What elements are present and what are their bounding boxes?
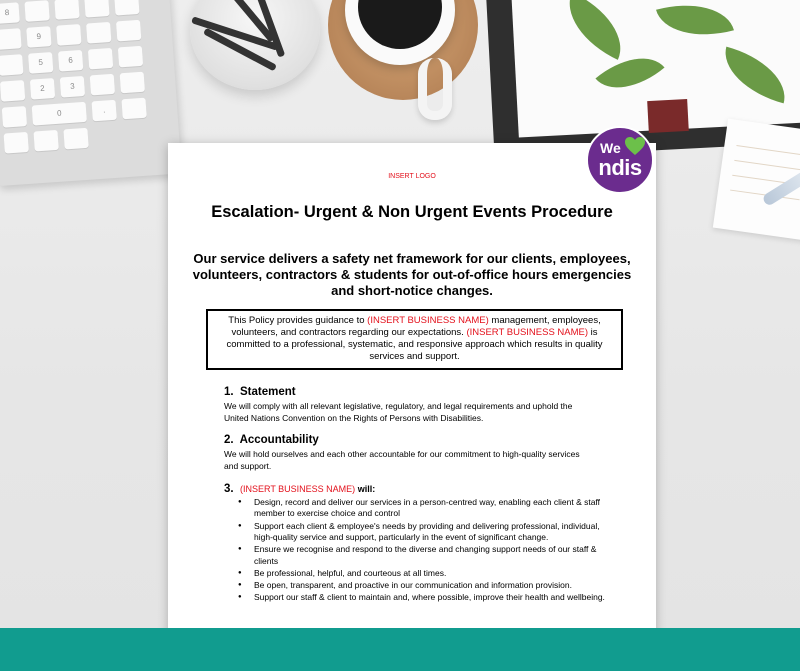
policy-text: is committed to a professional, systematic, and responsive approach which results in quality services and support.	[226, 327, 603, 362]
keyboard-key: 2	[30, 78, 55, 100]
document-page	[168, 143, 656, 643]
list-item: ● Be open, transparent, and proactive in our communication and information provision.	[238, 580, 608, 591]
mug-handle-decoration	[418, 58, 452, 120]
section-number: 3.	[224, 483, 234, 495]
keyboard-key	[88, 48, 113, 70]
keyboard-key	[84, 0, 109, 18]
keyboard-key	[54, 0, 79, 20]
keyboard-key: 6	[58, 50, 83, 72]
keyboard-key	[114, 0, 139, 16]
policy-text: This Policy provides guidance to	[228, 315, 368, 326]
section-text-statement: We will comply with all relevant legislative, regulatory, and legal requirements and uphold the United Nations Convention on the Rights of Persons with Disabilities.	[224, 401, 573, 423]
keyboard-key	[120, 72, 145, 94]
keyboard-key	[90, 74, 115, 96]
document-title: Escalation- Urgent & Non Urgent Events Procedure	[211, 203, 613, 221]
section-title: Accountability	[239, 434, 319, 446]
keyboard-key	[121, 98, 146, 120]
keyboard-key	[116, 20, 141, 42]
commitments-list	[238, 497, 608, 604]
keyboard-key	[63, 128, 88, 150]
list-item: ● Support each client & employee's needs by providing and delivering professional, individual, high-quality service and support, particularly in the event of significant change.	[238, 521, 608, 544]
keyboard-decoration	[0, 0, 182, 186]
keyboard-key: 3	[60, 76, 85, 98]
keyboard-key: .	[92, 100, 117, 122]
badge-we-text: We	[600, 140, 621, 156]
bookmark-decoration	[647, 99, 689, 133]
business-name-placeholder: (INSERT BUSINESS NAME)	[239, 484, 356, 494]
footer-band	[0, 628, 800, 671]
badge-ndis-text: ndis	[598, 155, 642, 180]
section-text-accountability: We will hold ourselves and each other accountable for our commitment to high-quality services and support.	[224, 449, 580, 471]
ndis-badge	[586, 126, 654, 194]
business-name-placeholder: (INSERT BUSINESS NAME)	[367, 315, 489, 326]
section-heading-accountability	[224, 434, 319, 446]
section-heading-statement	[224, 386, 296, 398]
keyboard-key: 5	[28, 52, 53, 74]
policy-text: management, employees, volunteers, and contractors regarding our expectations.	[231, 315, 601, 338]
section-title: will:	[355, 484, 376, 494]
keyboard-key: 0	[32, 102, 87, 126]
section-heading-commitments	[224, 483, 375, 495]
keyboard-key	[56, 24, 81, 46]
list-item: ● Design, record and deliver our services in a person-centred way, enabling each client & staff member to exercise choice and control	[238, 497, 608, 520]
keyboard-key	[24, 0, 49, 22]
keyboard-key	[0, 80, 25, 102]
keyboard-key	[4, 132, 29, 154]
keyboard-key	[86, 22, 111, 44]
keyboard-key	[0, 28, 22, 50]
logo-placeholder: INSERT LOGO	[388, 173, 436, 180]
keyboard-key	[0, 54, 23, 76]
list-item: ● Ensure we recognise and respond to the diverse and changing support needs of our staff & clients	[238, 544, 608, 567]
keyboard-key	[33, 130, 58, 152]
document-subtitle: Our service delivers a safety net framework for our clients, employees, volunteers, contractors & students for out-of-office hours emergencies and short-notice changes.	[192, 251, 632, 298]
section-title: Statement	[239, 386, 296, 398]
business-name-placeholder: (INSERT BUSINESS NAME)	[466, 327, 589, 338]
keyboard-key: 8	[0, 2, 20, 24]
keyboard-key: 9	[26, 26, 51, 48]
notepad-line	[734, 160, 800, 171]
notepad-line	[736, 145, 800, 156]
section-number: 1.	[224, 386, 234, 398]
list-item: ● Be professional, helpful, and courteous at all times.	[238, 568, 608, 579]
heart-icon	[624, 136, 646, 156]
list-item: ● Support our staff & client to maintain and, where possible, improve their health and wellbeing.	[238, 592, 608, 603]
section-number: 2.	[224, 434, 234, 446]
policy-box	[206, 309, 623, 370]
keyboard-key	[2, 106, 27, 128]
keyboard-key	[118, 46, 143, 68]
